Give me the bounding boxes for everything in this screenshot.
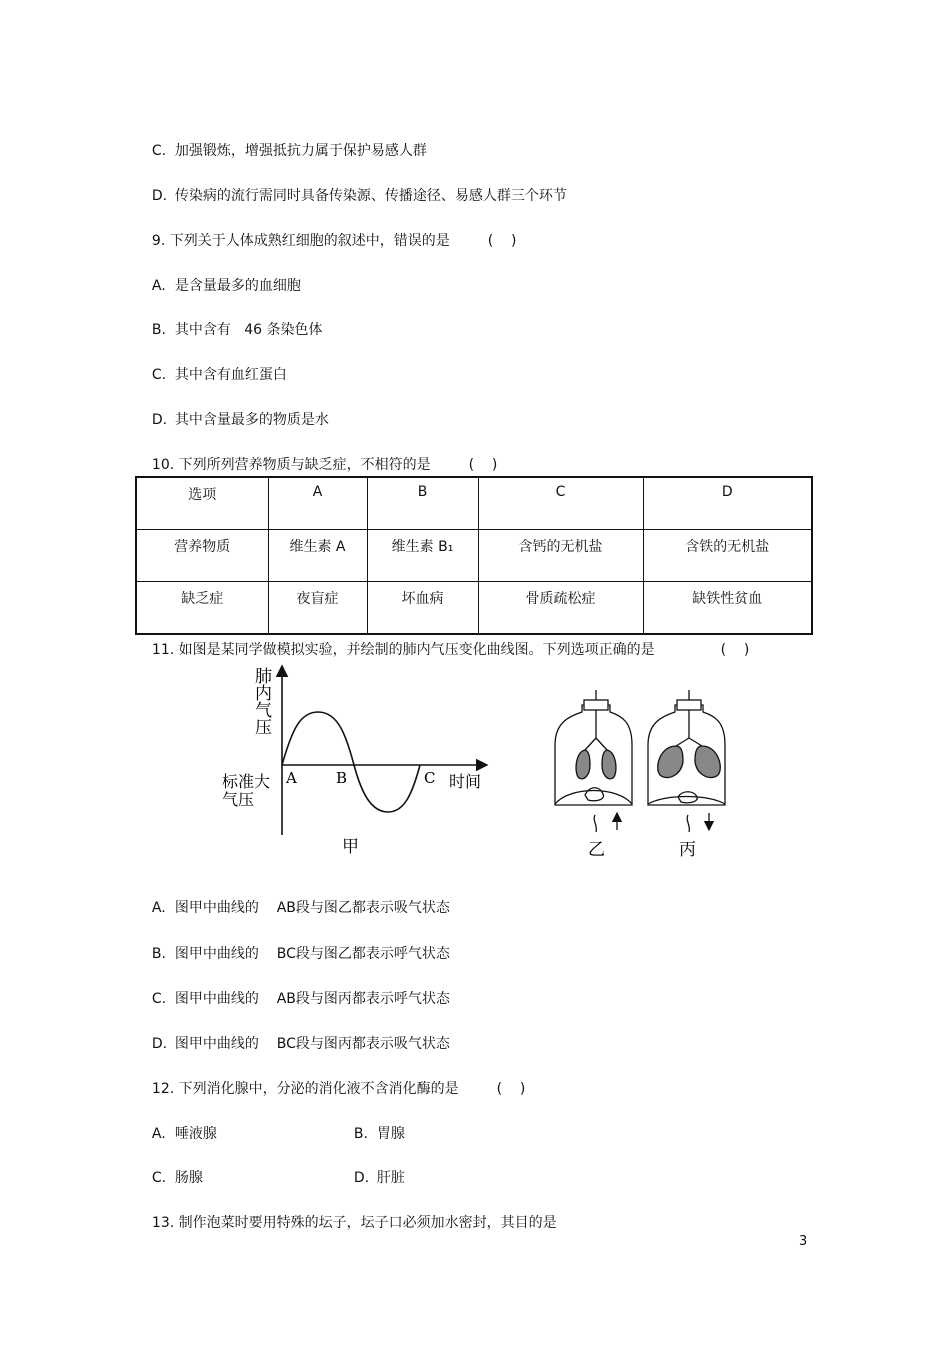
hand-icon <box>585 788 604 801</box>
bronchi <box>585 738 607 750</box>
answer-paren: ( ) <box>720 642 750 658</box>
lung-left <box>576 750 590 779</box>
pull-arrow <box>687 815 689 832</box>
option-label: B. <box>353 1126 368 1142</box>
option-text: 传染病的流行需同时具备传染源、传播途径、易感人群三个环节 <box>174 188 567 204</box>
option-text: 图甲中曲线的 AB段与图丙都表示呼气状态 <box>174 991 450 1007</box>
figure-caption: 丙 <box>679 840 696 860</box>
diaphragm-membrane <box>555 791 632 805</box>
option-text: 加强锻炼，增强抵抗力属于保护易感人群 <box>174 143 427 159</box>
option-label: A. <box>151 900 166 916</box>
y-label-char: 肺 <box>255 667 272 687</box>
answer-paren: ( ) <box>487 233 517 249</box>
q11-option-a <box>143 878 450 918</box>
option-text: 其中含有血红蛋白 <box>174 367 287 383</box>
answer-paren: ( ) <box>496 1081 526 1097</box>
figure-caption: 甲 <box>342 837 359 857</box>
table-cell: 维生素 B₁ <box>367 530 478 582</box>
stopper <box>677 700 701 710</box>
q11-option-b <box>143 924 450 964</box>
pressure-curve-graph <box>222 666 487 857</box>
point-label: A <box>286 769 297 787</box>
lung-right <box>695 746 720 778</box>
table-cell: 含铁的无机盐 <box>643 530 812 582</box>
table-cell: B <box>367 477 478 530</box>
option-label: D. <box>151 1036 168 1052</box>
table-cell: 骨质疏松症 <box>478 582 643 635</box>
page-number: 3 <box>799 1234 808 1249</box>
option-label: D. <box>353 1170 370 1186</box>
table-cell: D <box>643 477 812 530</box>
y-label-char: 气 <box>255 701 272 721</box>
option-label: D. <box>151 412 168 428</box>
pressure-curve <box>282 712 420 812</box>
q12-option-d <box>345 1148 405 1188</box>
pull-arrow <box>594 815 596 832</box>
table-cell: 夜盲症 <box>268 582 367 635</box>
table-cell: C <box>478 477 643 530</box>
point-label: B <box>336 769 348 787</box>
baseline-label: 气压 <box>222 790 255 809</box>
answer-paren: ( ) <box>468 457 498 473</box>
bronchi <box>676 738 702 746</box>
question-text: 13. 制作泡菜时要用特殊的坛子，坛子口必须加水密封，其目的是 <box>151 1215 557 1231</box>
option-label: B. <box>151 946 166 962</box>
option-text: 图甲中曲线的 AB段与图乙都表示吸气状态 <box>174 900 450 916</box>
q11-option-d <box>143 1014 450 1054</box>
baseline-label: 标准大 <box>222 772 271 791</box>
table-cell: 含钙的无机盐 <box>478 530 643 582</box>
option-label: D. <box>151 188 168 204</box>
option-label: A. <box>151 278 166 294</box>
option-label: C. <box>151 143 167 159</box>
option-text: 肝脏 <box>376 1170 405 1186</box>
option-text: 其中含量最多的物质是水 <box>174 412 329 428</box>
option-text: 是含量最多的血细胞 <box>174 278 301 294</box>
table-cell: 坏血病 <box>367 582 478 635</box>
point-label: C <box>424 769 436 787</box>
question-text: 11. 如图是某同学做模拟实验，并绘制的肺内气压变化曲线图。下列选项正确的是 <box>151 642 655 658</box>
q13-stem <box>143 1193 557 1233</box>
q11-option-c <box>143 969 450 1009</box>
q12-stem <box>143 1059 525 1099</box>
option-label: A. <box>151 1126 166 1142</box>
x-label: 时间 <box>449 772 482 791</box>
option-text: 图甲中曲线的 BC段与图乙都表示呼气状态 <box>174 946 450 962</box>
table-cell: 选项 <box>136 477 268 530</box>
table-cell: 维生素 A <box>268 530 367 582</box>
option-label: B. <box>151 322 166 338</box>
table-cell: A <box>268 477 367 530</box>
option-text: 其中含有 46 条染色体 <box>174 322 323 338</box>
q12-option-b <box>345 1104 405 1144</box>
stopper <box>584 700 608 710</box>
bell-jar-model-yi <box>555 690 632 832</box>
question-text: 9. 下列关于人体成熟红细胞的叙述中，错误的是 <box>151 233 450 249</box>
question-text: 10. 下列所列营养物质与缺乏症，不相符的是 <box>151 457 431 473</box>
option-text: 图甲中曲线的 BC段与图丙都表示吸气状态 <box>174 1036 450 1052</box>
question-text: 12. 下列消化腺中，分泌的消化液不含消化酶的是 <box>151 1081 459 1097</box>
bell-jar-model-bing <box>648 690 725 832</box>
lung-right <box>602 750 616 779</box>
q12-option-c <box>143 1148 203 1188</box>
option-label: C. <box>151 991 167 1007</box>
lung-left <box>658 746 683 778</box>
option-text: 唾液腺 <box>174 1126 217 1142</box>
option-label: C. <box>151 367 167 383</box>
q12-option-a <box>143 1104 217 1144</box>
y-label-char: 压 <box>255 718 272 738</box>
option-text: 胃腺 <box>376 1126 405 1142</box>
option-text: 肠腺 <box>174 1170 203 1186</box>
figure-caption: 乙 <box>588 840 605 860</box>
option-label: C. <box>151 1170 167 1186</box>
table-cell: 营养物质 <box>136 530 268 582</box>
table-cell: 缺乏症 <box>136 582 268 635</box>
table-cell: 缺铁性贫血 <box>643 582 812 635</box>
y-label-char: 内 <box>255 684 272 704</box>
